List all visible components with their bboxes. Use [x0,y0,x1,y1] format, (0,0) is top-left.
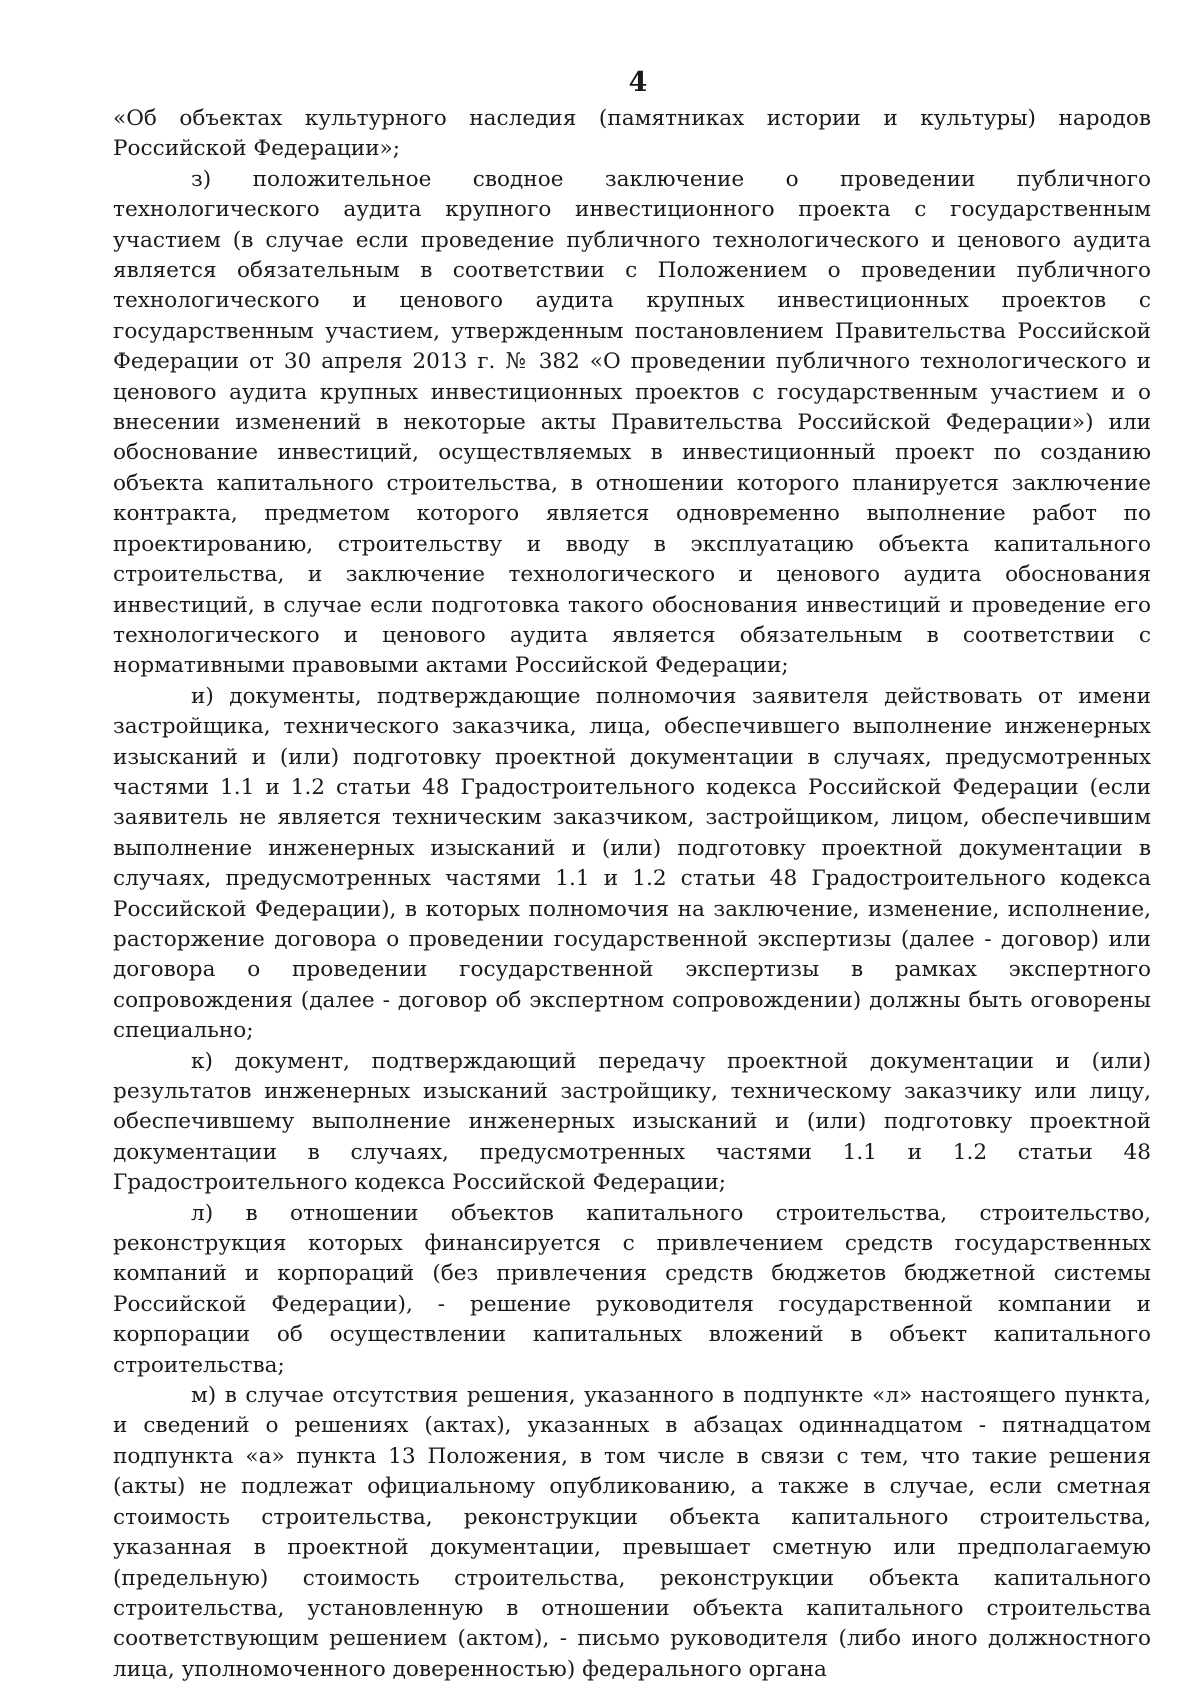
page-number: 4 [628,67,648,98]
paragraph-continuation: «Об объектах культурного наследия (памятниках истории и культуры) народов Российской Федерации»; [113,106,1151,162]
paragraph-item-z: з) положительное сводное заключение о проведении публичного технологического аудита крупного инвестиционного проекта с государственным участием (в случае если проведение публичного технологического и ценового аудита является обязательным в соответствии с Положением о проведении публичного технологического и ценового аудита крупных инвестиционных проектов с государственным участием, утвержденным постановлением Правительства Российской Федерации от 30 апреля 2013 г. № 382 «О проведении публичного технологического и ценового аудита крупных инвестиционных проектов с государственным участием и о внесении изменений в некоторые акты Правительства Российской Федерации») или обоснование инвестиций, осуществляемых в инвестиционный проект по созданию объекта капитального строительства, в отношении которого планируется заключение контракта, предметом которого является одновременно выполнение работ по проектированию, строительству и вводу в эксплуатацию объекта капитального строительства, и заключение технологического и ценового аудита обоснования инвестиций, в случае если подготовка такого обоснования инвестиций и проведение его технологического и ценового аудита является обязательным в соответствии с нормативными правовыми актами Российской Федерации; [113,166,1151,679]
paragraph-item-l: л) в отношении объектов капитального строительства, строительство, реконструкция которых финансируется с привлечением средств государственных компаний и корпораций (без привлечения средств бюджетов бюджетной системы Российской Федерации), - решение руководителя государственной компании и корпорации об осуществлении капитальных вложений в объект капитального строительства; [113,1200,1151,1378]
paragraph-item-i: и) документы, подтверждающие полномочия заявителя действовать от имени застройщика, технического заказчика, лица, обеспечившего выполнение инженерных изысканий и (или) подготовку проектной документации в случаях, предусмотренных частями 1.1 и 1.2 статьи 48 Градостроительного кодекса Российской Федерации (если заявитель не является техническим заказчиком, застройщиком, лицом, обеспечившим выполнение инженерных изысканий и (или) подготовку проектной документации в случаях, предусмотренных частями 1.1 и 1.2 статьи 48 Градостроительного кодекса Российской Федерации), в которых полномочия на заключение, изменение, исполнение, расторжение договора о проведении государственной экспертизы (далее - договор) или договора о проведении государственной экспертизы в рамках экспертного сопровождения (далее - договор об экспертном сопровождении) должны быть оговорены специально; [113,683,1151,1044]
paragraph-item-k: к) документ, подтверждающий передачу проектной документации и (или) результатов инженерных изысканий застройщику, техническому заказчику или лицу, обеспечившему выполнение инженерных изысканий и (или) подготовку проектной документации в случаях, предусмотренных частями 1.1 и 1.2 статьи 48 Градостроительного кодекса Российской Федерации; [113,1048,1151,1196]
paragraph-item-m: м) в случае отсутствия решения, указанного в подпункте «л» настоящего пункта, и сведений о решениях (актах), указанных в абзацах одиннадцатом - пятнадцатом подпункта «а» пункта 13 Положения, в том числе в связи с тем, что такие решения (акты) не подлежат официальному опубликованию, а также в случае, если сметная стоимость строительства, реконструкции объекта капитального строительства, указанная в проектной документации, превышает сметную или предполагаемую (предельную) стоимость строительства, реконструкции объекта капитального строительства, установленную в отношении объекта капитального строительства соответствующим решением (актом), - письмо руководителя (либо иного должностного лица, уполномоченного доверенностью) федерального органа [113,1383,1151,1682]
